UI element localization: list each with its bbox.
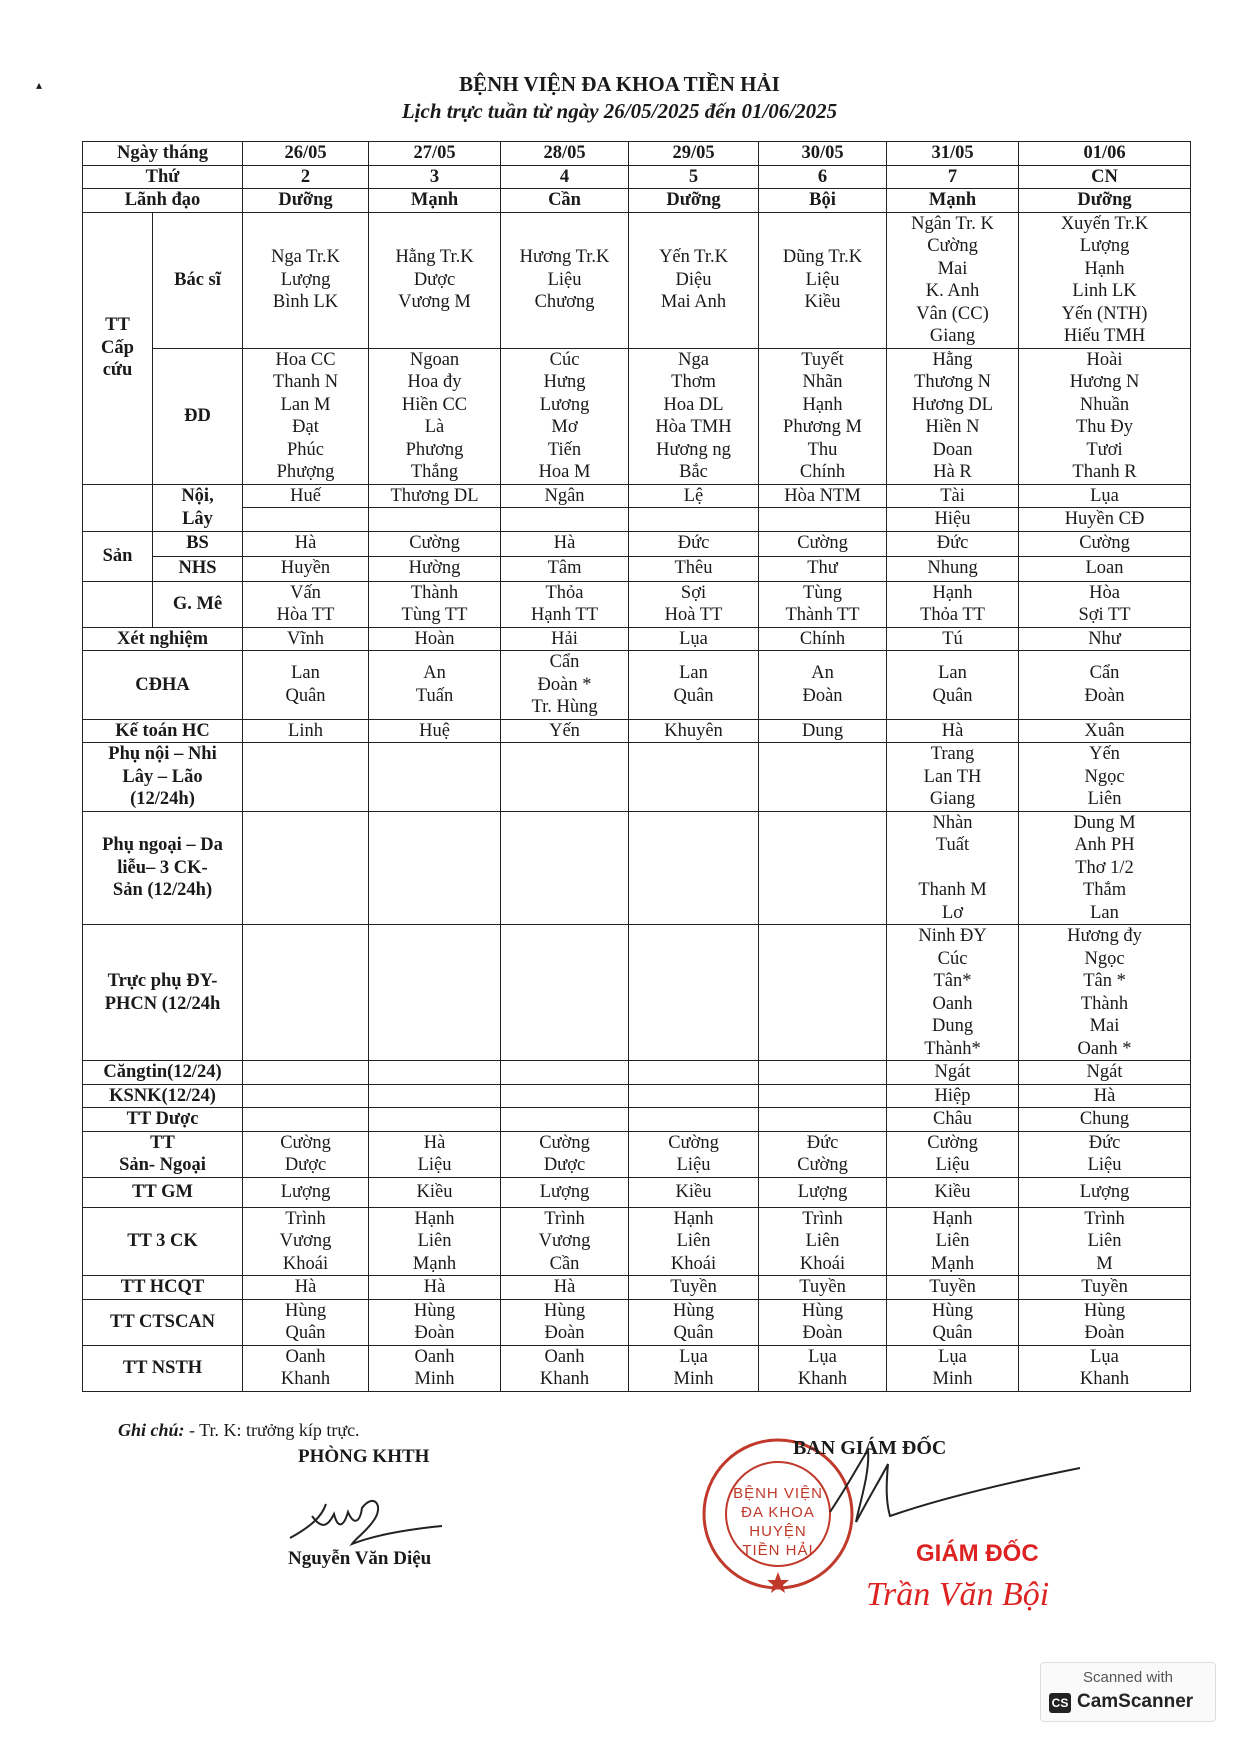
- g-me-cell: Thành Tùng TT: [369, 581, 501, 627]
- ke-toan-cell: Dung: [759, 719, 887, 743]
- left-signer-name: Nguyễn Văn Diệu: [288, 1548, 432, 1569]
- row-label: TT Dược: [83, 1108, 243, 1132]
- row-label: Phụ ngoại – Da liễu– 3 CK- Sản (12/24h): [83, 811, 243, 925]
- noi-lay-2-cell: [629, 508, 759, 532]
- hospital-name: BỆNH VIỆN ĐA KHOA TIỀN HẢI: [459, 72, 780, 96]
- schedule-title: Lịch trực tuần từ ngày 26/05/2025 đến 01/06/2025: [401, 99, 838, 123]
- tt-gm-cell: Kiều: [629, 1177, 759, 1207]
- tt-gm-cell: Lượng: [501, 1177, 629, 1207]
- ke-toan-cell: Khuyên: [629, 719, 759, 743]
- tt-hcqt-cell: Tuyền: [759, 1276, 887, 1300]
- thu-cell: 3: [369, 165, 501, 189]
- tt-3ck-cell: Hạnh Liên Mạnh: [369, 1207, 501, 1276]
- tt-duoc-cell: [243, 1108, 369, 1132]
- bac-si-cell: Dũng Tr.K Liệu Kiều: [759, 212, 887, 348]
- tt-san-ngoai-cell: Hà Liệu: [369, 1131, 501, 1177]
- san-bs-cell: Hà: [243, 531, 369, 556]
- truc-phu-dy-cell: [759, 925, 887, 1061]
- ksnk-cell: [501, 1084, 629, 1108]
- row-label: Ngày tháng: [83, 142, 243, 166]
- schedule-row: [83, 142, 1191, 166]
- row-label: G. Mê: [153, 581, 243, 627]
- phu-ngoai-cell: [243, 811, 369, 925]
- g-me-cell: Sợi Hoà TT: [629, 581, 759, 627]
- schedule-row: [83, 1131, 1191, 1177]
- ke-toan-cell: Huệ: [369, 719, 501, 743]
- schedule-row: [83, 627, 1191, 651]
- noi-lay-1-cell: Ngân: [501, 484, 629, 508]
- tt-san-ngoai-cell: Cường Liệu: [629, 1131, 759, 1177]
- tt-nsth-cell: Lụa Khanh: [759, 1345, 887, 1391]
- dd-cell: Nga Thơm Hoa DL Hòa TMH Hương ng Bắc: [629, 348, 759, 484]
- lanh-dao-cell: Cần: [501, 189, 629, 213]
- thu-cell: 7: [887, 165, 1019, 189]
- stamp-lettering: BỆNH VIỆN ĐA KHOA HUYỆN TIỀN HẢI: [733, 1485, 823, 1559]
- lanh-dao-cell: Mạnh: [369, 189, 501, 213]
- document-page: ▴ BỆNH VIỆN ĐA KHOA TIỀN HẢI Lịch trực tuần từ ngày 26/05/2025 đến 01/06/2025 Ngày tháng 26/05 27/05 28/05 29/05 30/05 31/05 01/06 Thứ 2 3 4 5 6 7 CN Lãnh đạo Dưỡng Mạnh Cần Dưỡng Bội Mạnh Dưỡng TT Cấp cứu Bác sĩ Nga Tr.K Lượng Bình LK Hằng Tr.K Dược Vương M Hương Tr.K Liệu Chương Yến Tr.K Diệu Mai Anh Dũng Tr.K Liệu Kiều Ngân Tr. K Cường Mai K. Anh Vân (CC) Giang Xuyến Tr.K Lượng Hạnh Linh LK Yến (NTH) Hiếu TMH ĐD Hoa CC Thanh N Lan M Đạt Phúc Phượng Ngoan Hoa đy Hiền CC Là Phương Thắng Cúc Hưng Lương Mơ Tiến Hoa M Nga Thơm Hoa DL Hòa TMH Hương ng Bắc Tuyết Nhãn Hạnh Phương M Thu Chính Hằng Thương N Hương DL Hiền N Doan Hà R Hoài Hương N Nhuần Thu Đy Tươi Thanh R Nội, Lây Huế Thương DL Ngân Lệ Hòa NTM Tài Lụa Hiệu Huyền CĐ Sản BS Hà Cường Hà Đức Cường Đức Cường NHS Huyền Hường Tâm Thêu Thư Nhung Loan G. Mê Vấn Hòa TT Thành Tùng TT Thỏa Hạnh TT Sợi Hoà TT Tùng Thành TT Hạnh Thỏa TT Hòa Sợi TT Xét nghiệm Vĩnh Hoàn Hải Lụa Chính Tú Như CĐHA Lan Quân An Tuấn Cẩn Đoàn * Tr. Hùng Lan Quân An Đoàn Lan Quân Cẩn Đoàn Kế toán HC Linh Huệ Yến Khuyên Dung Hà Xuân Phụ nội – Nhi Lây – Lão (12/24h) Trang Lan TH Giang Yến Ngọc Liên Phụ ngoại – Da liễu– 3 CK- Sản (12/24h) Nhàn Tuất Thanh M Lơ Dung M Anh PH Thơ 1/2 Thắm Lan Trực phụ ĐY- PHCN (12/24h Ninh ĐY Cúc Tân* Oanh Dung Thành* Hương đy Ngọc Tân * Thành Mai Oanh * Căngtin(12/24) Ngát Ngát KSNK(12/24) Hiệp Hà TT Dược Châu Chung TT Sản- Ngoại Cường Dược Hà Liệu Cường Dược Cường Liệu Đức Cường Cường Liệu Đức Liệu TT GM Lượng Kiều Lượng Kiều Lượng Kiều Lượng TT 3 CK Trình Vương Khoái Hạnh Liên Mạnh Trình Vương Cần Hạnh Liên Khoái Trình Liên Khoái Hạnh Liên Mạnh Trình Liên M TT HCQT Hà Hà Hà Tuyền Tuyền Tuyền Tuyền TT CTSCAN Hùng Quân Hùng Đoàn Hùng Đoàn Hùng Quân Hùng Đoàn Hùng Quân Hùng Đoàn TT NSTH Oanh Khanh Oanh Minh Oanh Khanh Lụa Minh Lụa Khanh Lụa Minh Lụa Khanh Ghi chú: - Tr. K: trưởng kíp trực. PHÒNG KHTH Nguyễn Văn Diệu BỆNH VIỆN ĐA KHOA HUYỆN TIỀN HẢI BAN GIÁM ĐỐC GIÁM ĐỐC Trần Văn Bội Scanned with CS CamScanner: [0, 0, 1239, 1754]
- row-label: Trực phụ ĐY- PHCN (12/24h: [83, 925, 243, 1061]
- bac-si-cell: Xuyến Tr.K Lượng Hạnh Linh LK Yến (NTH) Hiếu TMH: [1019, 212, 1191, 348]
- bac-si-cell: Yến Tr.K Diệu Mai Anh: [629, 212, 759, 348]
- cangtin-cell: [629, 1061, 759, 1085]
- tt-ctscan-cell: Hùng Quân: [887, 1299, 1019, 1345]
- tt-san-ngoai-cell: Đức Cường: [759, 1131, 887, 1177]
- schedule-row: [83, 348, 1191, 484]
- row-label: TT NSTH: [83, 1345, 243, 1391]
- tt-nsth-cell: Lụa Minh: [887, 1345, 1019, 1391]
- noi-lay-2-cell: Huyền CĐ: [1019, 508, 1191, 532]
- empty-cell: [83, 581, 153, 627]
- xet-nghiem-cell: Tú: [887, 627, 1019, 651]
- noi-lay-1-cell: Lụa: [1019, 484, 1191, 508]
- truc-phu-dy-cell: [501, 925, 629, 1061]
- tt-san-ngoai-cell: Cường Liệu: [887, 1131, 1019, 1177]
- bac-si-cell: Ngân Tr. K Cường Mai K. Anh Vân (CC) Giang: [887, 212, 1019, 348]
- noi-lay-1-cell: Tài: [887, 484, 1019, 508]
- tt-3ck-cell: Hạnh Liên Khoái: [629, 1207, 759, 1276]
- g-me-cell: Hòa Sợi TT: [1019, 581, 1191, 627]
- schedule-row: [83, 1276, 1191, 1300]
- tt-duoc-cell: [759, 1108, 887, 1132]
- truc-phu-dy-cell: [243, 925, 369, 1061]
- cangtin-cell: [759, 1061, 887, 1085]
- schedule-row: [83, 1108, 1191, 1132]
- san-bs-cell: Đức: [887, 531, 1019, 556]
- tt-duoc-cell: [501, 1108, 629, 1132]
- row-label: BS: [153, 531, 243, 556]
- cangtin-cell: [369, 1061, 501, 1085]
- tt-ctscan-cell: Hùng Quân: [629, 1299, 759, 1345]
- noi-lay-2-cell: [369, 508, 501, 532]
- g-me-cell: Tùng Thành TT: [759, 581, 887, 627]
- tt-hcqt-cell: Tuyền: [1019, 1276, 1191, 1300]
- cangtin-cell: [243, 1061, 369, 1085]
- phu-ngoai-cell: [369, 811, 501, 925]
- row-label: Bác sĩ: [153, 212, 243, 348]
- lanh-dao-cell: Dưỡng: [243, 189, 369, 213]
- schedule-row: [83, 531, 1191, 556]
- tt-san-ngoai-cell: Cường Dược: [501, 1131, 629, 1177]
- date-cell: 26/05: [243, 142, 369, 166]
- ksnk-cell: [369, 1084, 501, 1108]
- tt-duoc-cell: [369, 1108, 501, 1132]
- truc-phu-dy-cell: [629, 925, 759, 1061]
- tt-hcqt-cell: Tuyền: [629, 1276, 759, 1300]
- scanner-caption: Scanned with: [1082, 1669, 1174, 1686]
- tt-ctscan-cell: Hùng Đoàn: [369, 1299, 501, 1345]
- row-label: TT Sản- Ngoại: [83, 1131, 243, 1177]
- lanh-dao-cell: Mạnh: [887, 189, 1019, 213]
- phu-ngoai-cell: [501, 811, 629, 925]
- duty-schedule-table: [82, 141, 1191, 1392]
- schedule-row: [83, 743, 1191, 812]
- tt-gm-cell: Lượng: [243, 1177, 369, 1207]
- phu-ngoai-cell: Nhàn Tuất Thanh M Lơ: [887, 811, 1019, 925]
- schedule-row: [83, 1207, 1191, 1276]
- cdha-cell: An Tuấn: [369, 651, 501, 720]
- row-label: TT HCQT: [83, 1276, 243, 1300]
- dd-cell: Hoa CC Thanh N Lan M Đạt Phúc Phượng: [243, 348, 369, 484]
- phu-noi-cell: [369, 743, 501, 812]
- row-label: Nội, Lây: [153, 484, 243, 531]
- empty-cell: [83, 484, 153, 531]
- san-bs-cell: Cường: [759, 531, 887, 556]
- nhs-cell: Hường: [369, 556, 501, 581]
- tt-hcqt-cell: Hà: [369, 1276, 501, 1300]
- cdha-cell: Lan Quân: [629, 651, 759, 720]
- tt-nsth-cell: Lụa Minh: [629, 1345, 759, 1391]
- dd-cell: Hoài Hương N Nhuần Thu Đy Tươi Thanh R: [1019, 348, 1191, 484]
- san-bs-cell: Cường: [369, 531, 501, 556]
- g-me-cell: Hạnh Thỏa TT: [887, 581, 1019, 627]
- tt-san-ngoai-cell: Cường Dược: [243, 1131, 369, 1177]
- schedule-row: [83, 1084, 1191, 1108]
- xet-nghiem-cell: Vĩnh: [243, 627, 369, 651]
- row-label: Lãnh đạo: [83, 189, 243, 213]
- noi-lay-2-cell: Hiệu: [887, 508, 1019, 532]
- tt-nsth-cell: Lụa Khanh: [1019, 1345, 1191, 1391]
- tt-3ck-cell: Trình Liên Khoái: [759, 1207, 887, 1276]
- cdha-cell: Lan Quân: [887, 651, 1019, 720]
- row-label: Phụ nội – Nhi Lây – Lão (12/24h): [83, 743, 243, 812]
- thu-cell: 4: [501, 165, 629, 189]
- thu-cell: 5: [629, 165, 759, 189]
- phu-noi-cell: Yến Ngọc Liên: [1019, 743, 1191, 812]
- ke-toan-cell: Linh: [243, 719, 369, 743]
- tt-3ck-cell: Trình Vương Khoái: [243, 1207, 369, 1276]
- nhs-cell: Nhung: [887, 556, 1019, 581]
- department-name: PHÒNG KHTH: [298, 1446, 430, 1467]
- row-label: Sản: [83, 531, 153, 581]
- g-me-cell: Vấn Hòa TT: [243, 581, 369, 627]
- tt-san-ngoai-cell: Đức Liệu: [1019, 1131, 1191, 1177]
- cdha-cell: Cẩn Đoàn: [1019, 651, 1191, 720]
- phu-ngoai-cell: [629, 811, 759, 925]
- camscanner-watermark: [1040, 1662, 1216, 1722]
- director-title: GIÁM ĐỐC: [916, 1540, 1039, 1567]
- xet-nghiem-cell: Chính: [759, 627, 887, 651]
- cangtin-cell: Ngát: [1019, 1061, 1191, 1085]
- phu-noi-cell: [759, 743, 887, 812]
- tt-ctscan-cell: Hùng Đoàn: [501, 1299, 629, 1345]
- date-cell: 01/06: [1019, 142, 1191, 166]
- schedule-row: [83, 719, 1191, 743]
- camscanner-logo-icon: CS: [1049, 1693, 1071, 1713]
- tt-hcqt-cell: Hà: [243, 1276, 369, 1300]
- dd-cell: Ngoan Hoa đy Hiền CC Là Phương Thắng: [369, 348, 501, 484]
- row-label: Căngtin(12/24): [83, 1061, 243, 1085]
- tt-gm-cell: Lượng: [1019, 1177, 1191, 1207]
- row-label: TT 3 CK: [83, 1207, 243, 1276]
- tt-3ck-cell: Hạnh Liên Mạnh: [887, 1207, 1019, 1276]
- phu-noi-cell: Trang Lan TH Giang: [887, 743, 1019, 812]
- row-label: TT Cấp cứu: [83, 212, 153, 484]
- tt-nsth-cell: Oanh Khanh: [501, 1345, 629, 1391]
- schedule-row: [83, 508, 1191, 532]
- xet-nghiem-cell: Như: [1019, 627, 1191, 651]
- row-label: KSNK(12/24): [83, 1084, 243, 1108]
- bac-si-cell: Hương Tr.K Liệu Chương: [501, 212, 629, 348]
- ksnk-cell: [243, 1084, 369, 1108]
- cdha-cell: An Đoàn: [759, 651, 887, 720]
- date-cell: 29/05: [629, 142, 759, 166]
- dd-cell: Hằng Thương N Hương DL Hiền N Doan Hà R: [887, 348, 1019, 484]
- footnote-label: Ghi chú:: [118, 1420, 185, 1440]
- dd-cell: Tuyết Nhãn Hạnh Phương M Thu Chính: [759, 348, 887, 484]
- tt-hcqt-cell: Hà: [501, 1276, 629, 1300]
- dd-cell: Cúc Hưng Lương Mơ Tiến Hoa M: [501, 348, 629, 484]
- row-label: NHS: [153, 556, 243, 581]
- noi-lay-2-cell: [759, 508, 887, 532]
- phu-ngoai-cell: [759, 811, 887, 925]
- scanner-name: CamScanner: [1077, 1691, 1194, 1712]
- g-me-cell: Thỏa Hạnh TT: [501, 581, 629, 627]
- tt-hcqt-cell: Tuyền: [887, 1276, 1019, 1300]
- date-cell: 28/05: [501, 142, 629, 166]
- row-label: Thứ: [83, 165, 243, 189]
- phu-ngoai-cell: Dung M Anh PH Thơ 1/2 Thắm Lan: [1019, 811, 1191, 925]
- tt-duoc-cell: Châu: [887, 1108, 1019, 1132]
- san-bs-cell: Đức: [629, 531, 759, 556]
- tt-nsth-cell: Oanh Khanh: [243, 1345, 369, 1391]
- noi-lay-2-cell: [501, 508, 629, 532]
- nhs-cell: Tâm: [501, 556, 629, 581]
- nhs-cell: Thêu: [629, 556, 759, 581]
- date-cell: 27/05: [369, 142, 501, 166]
- cangtin-cell: Ngát: [887, 1061, 1019, 1085]
- bac-si-cell: Hằng Tr.K Dược Vương M: [369, 212, 501, 348]
- schedule-row: [83, 1177, 1191, 1207]
- ke-toan-cell: Xuân: [1019, 719, 1191, 743]
- tt-3ck-cell: Trình Vương Cần: [501, 1207, 629, 1276]
- footnote: [118, 1420, 360, 1441]
- schedule-row: [83, 484, 1191, 508]
- row-label: CĐHA: [83, 651, 243, 720]
- tt-gm-cell: Kiều: [369, 1177, 501, 1207]
- row-label: Kế toán HC: [83, 719, 243, 743]
- lanh-dao-cell: Dưỡng: [1019, 189, 1191, 213]
- thu-cell: CN: [1019, 165, 1191, 189]
- lanh-dao-cell: Dưỡng: [629, 189, 759, 213]
- truc-phu-dy-cell: [369, 925, 501, 1061]
- san-bs-cell: Cường: [1019, 531, 1191, 556]
- noi-lay-1-cell: Lệ: [629, 484, 759, 508]
- thu-cell: 2: [243, 165, 369, 189]
- tt-duoc-cell: [629, 1108, 759, 1132]
- schedule-row: [83, 1299, 1191, 1345]
- noi-lay-2-cell: [243, 508, 369, 532]
- cdha-cell: Lan Quân: [243, 651, 369, 720]
- cangtin-cell: [501, 1061, 629, 1085]
- director-name: Trần Văn Bội: [866, 1576, 1050, 1613]
- truc-phu-dy-cell: Hương đy Ngọc Tân * Thành Mai Oanh *: [1019, 925, 1191, 1061]
- tt-ctscan-cell: Hùng Đoàn: [1019, 1299, 1191, 1345]
- phu-noi-cell: [629, 743, 759, 812]
- tt-ctscan-cell: Hùng Đoàn: [759, 1299, 887, 1345]
- schedule-row: [83, 189, 1191, 213]
- noi-lay-1-cell: Thương DL: [369, 484, 501, 508]
- ksnk-cell: [759, 1084, 887, 1108]
- date-cell: 30/05: [759, 142, 887, 166]
- tt-gm-cell: Kiều: [887, 1177, 1019, 1207]
- ksnk-cell: Hiệp: [887, 1084, 1019, 1108]
- schedule-row: [83, 1345, 1191, 1391]
- footnote-text: - Tr. K: trưởng kíp trực.: [184, 1420, 360, 1440]
- board-of-directors: BAN GIÁM ĐỐC: [793, 1437, 947, 1459]
- tt-gm-cell: Lượng: [759, 1177, 887, 1207]
- row-label: TT GM: [83, 1177, 243, 1207]
- tt-3ck-cell: Trình Liên M: [1019, 1207, 1191, 1276]
- ksnk-cell: Hà: [1019, 1084, 1191, 1108]
- schedule-row: [83, 556, 1191, 581]
- noi-lay-1-cell: Hòa NTM: [759, 484, 887, 508]
- schedule-row: [83, 925, 1191, 1061]
- schedule-row: [83, 651, 1191, 720]
- phu-noi-cell: [501, 743, 629, 812]
- row-label: Xét nghiệm: [83, 627, 243, 651]
- nhs-cell: Thư: [759, 556, 887, 581]
- tt-ctscan-cell: Hùng Quân: [243, 1299, 369, 1345]
- xet-nghiem-cell: Hoàn: [369, 627, 501, 651]
- handwritten-signature-left: [282, 1486, 452, 1556]
- schedule-row: [83, 1061, 1191, 1085]
- lanh-dao-cell: Bội: [759, 189, 887, 213]
- nhs-cell: Loan: [1019, 556, 1191, 581]
- handwritten-signature-right: [790, 1442, 1090, 1552]
- xet-nghiem-cell: Lụa: [629, 627, 759, 651]
- date-cell: 31/05: [887, 142, 1019, 166]
- san-bs-cell: Hà: [501, 531, 629, 556]
- noi-lay-1-cell: Huế: [243, 484, 369, 508]
- phu-noi-cell: [243, 743, 369, 812]
- ksnk-cell: [629, 1084, 759, 1108]
- nhs-cell: Huyền: [243, 556, 369, 581]
- bac-si-cell: Nga Tr.K Lượng Bình LK: [243, 212, 369, 348]
- ke-toan-cell: Hà: [887, 719, 1019, 743]
- schedule-row: [83, 811, 1191, 925]
- schedule-row: [83, 212, 1191, 348]
- ke-toan-cell: Yến: [501, 719, 629, 743]
- thu-cell: 6: [759, 165, 887, 189]
- row-label: TT CTSCAN: [83, 1299, 243, 1345]
- xet-nghiem-cell: Hải: [501, 627, 629, 651]
- row-label: ĐD: [153, 348, 243, 484]
- tt-duoc-cell: Chung: [1019, 1108, 1191, 1132]
- schedule-row: [83, 165, 1191, 189]
- schedule-row: [83, 581, 1191, 627]
- tt-nsth-cell: Oanh Minh: [369, 1345, 501, 1391]
- truc-phu-dy-cell: Ninh ĐY Cúc Tân* Oanh Dung Thành*: [887, 925, 1019, 1061]
- cdha-cell: Cẩn Đoàn * Tr. Hùng: [501, 651, 629, 720]
